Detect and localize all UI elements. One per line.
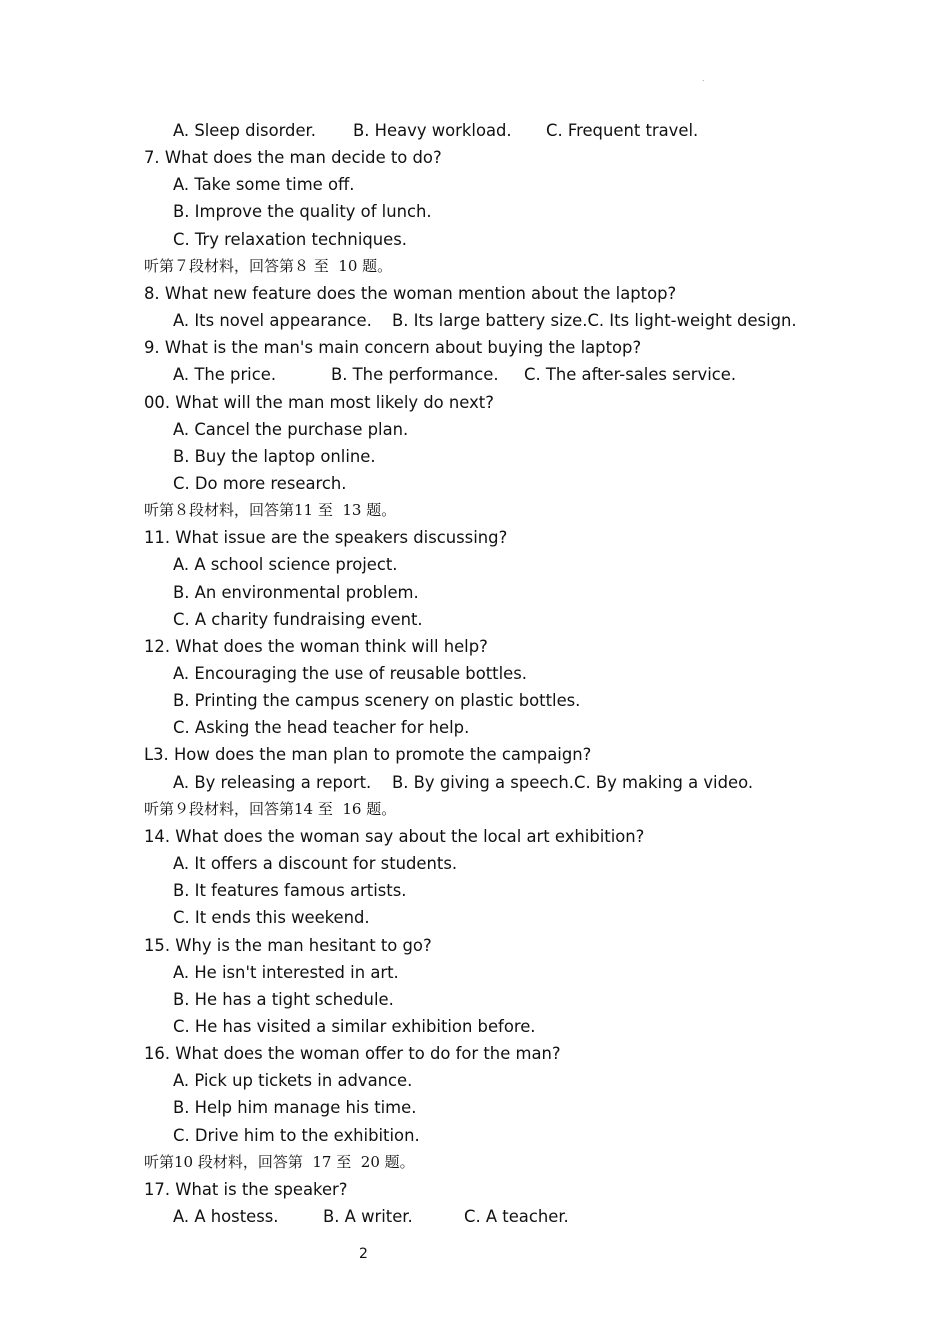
answer-option: C. Asking the head teacher for help.	[173, 718, 470, 738]
question-text: 8. What new feature does the woman mention about the laptop?	[144, 283, 677, 303]
page-number: 2	[359, 1246, 368, 1262]
answer-option: B. By giving a speech.C. By making a video.	[392, 772, 754, 792]
question-text: 16. What does the woman offer to do for the man?	[144, 1044, 561, 1064]
question-text: 15. Why is the man hesitant to go?	[144, 935, 432, 955]
question-text: 00. What will the man most likely do next?	[144, 392, 494, 412]
section-instruction: 听第９段材料，回答第14 至 16 题。	[144, 799, 397, 818]
answer-option: B. Heavy workload.	[353, 121, 512, 140]
answer-option: C. The after-sales service.	[524, 365, 737, 385]
answer-option: A. Take some time off.	[173, 175, 355, 195]
answer-option: A. Pick up tickets in advance.	[173, 1071, 413, 1091]
question-text: 7. What does the man decide to do?	[144, 148, 442, 168]
answer-option: A. It offers a discount for students.	[173, 854, 458, 874]
answer-option: C. It ends this weekend.	[173, 908, 370, 928]
section-instruction: 听第８段材料，回答第11 至 13 题。	[144, 501, 397, 520]
corner-mark: .	[702, 74, 705, 83]
answer-option: B. Buy the laptop online.	[173, 446, 376, 466]
answer-option: B. An environmental problem.	[173, 582, 419, 602]
question-text: 12. What does the woman think will help?	[144, 636, 488, 656]
answer-option: C. Frequent travel.	[546, 121, 699, 140]
answer-option: C. A charity fundraising event.	[173, 609, 423, 629]
answer-option: A. Cancel the purchase plan.	[173, 419, 409, 439]
answer-option: A. Encouraging the use of reusable bottles.	[173, 664, 527, 683]
answer-option: B. It features famous artists.	[173, 881, 407, 901]
answer-option: B. Its large battery size.C. Its light-weight design.	[392, 311, 797, 331]
answer-option: C. He has visited a similar exhibition before.	[173, 1016, 536, 1036]
answer-option: A. He isn't interested in art.	[173, 962, 399, 982]
answer-option: A. Its novel appearance.	[173, 311, 372, 331]
answer-option: C. Try relaxation techniques.	[173, 229, 408, 249]
answer-option: A. A school science project.	[173, 555, 398, 575]
answer-option: A. The price.	[173, 365, 277, 385]
question-text: 14. What does the woman say about the local art exhibition?	[144, 826, 645, 846]
answer-option: B. A writer.	[323, 1207, 413, 1226]
answer-option: C. Do more research.	[173, 473, 347, 493]
answer-option: B. Improve the quality of lunch.	[173, 202, 432, 222]
question-text: 17. What is the speaker?	[144, 1179, 348, 1199]
section-instruction: 听第７段材料，回答第８ 至 10 题。	[144, 256, 393, 275]
answer-option: C. Drive him to the exhibition.	[173, 1125, 420, 1145]
answer-option: B. Help him manage his time.	[173, 1098, 417, 1118]
answer-option: A. A hostess.	[173, 1207, 279, 1226]
answer-option: A. Sleep disorder.	[173, 121, 316, 140]
question-text: 9. What is the man's main concern about buying the laptop?	[144, 338, 642, 358]
section-instruction: 听第10 段材料，回答第 17 至 20 题。	[144, 1152, 415, 1171]
answer-option: B. The performance.	[331, 365, 499, 385]
answer-option: A. By releasing a report.	[173, 772, 372, 792]
answer-option: C. A teacher.	[464, 1207, 569, 1226]
answer-option: B. Printing the campus scenery on plastic bottles.	[173, 691, 581, 711]
answer-option: B. He has a tight schedule.	[173, 989, 394, 1009]
question-text: 11. What issue are the speakers discussing?	[144, 528, 508, 548]
question-text: L3. How does the man plan to promote the campaign?	[144, 745, 592, 765]
